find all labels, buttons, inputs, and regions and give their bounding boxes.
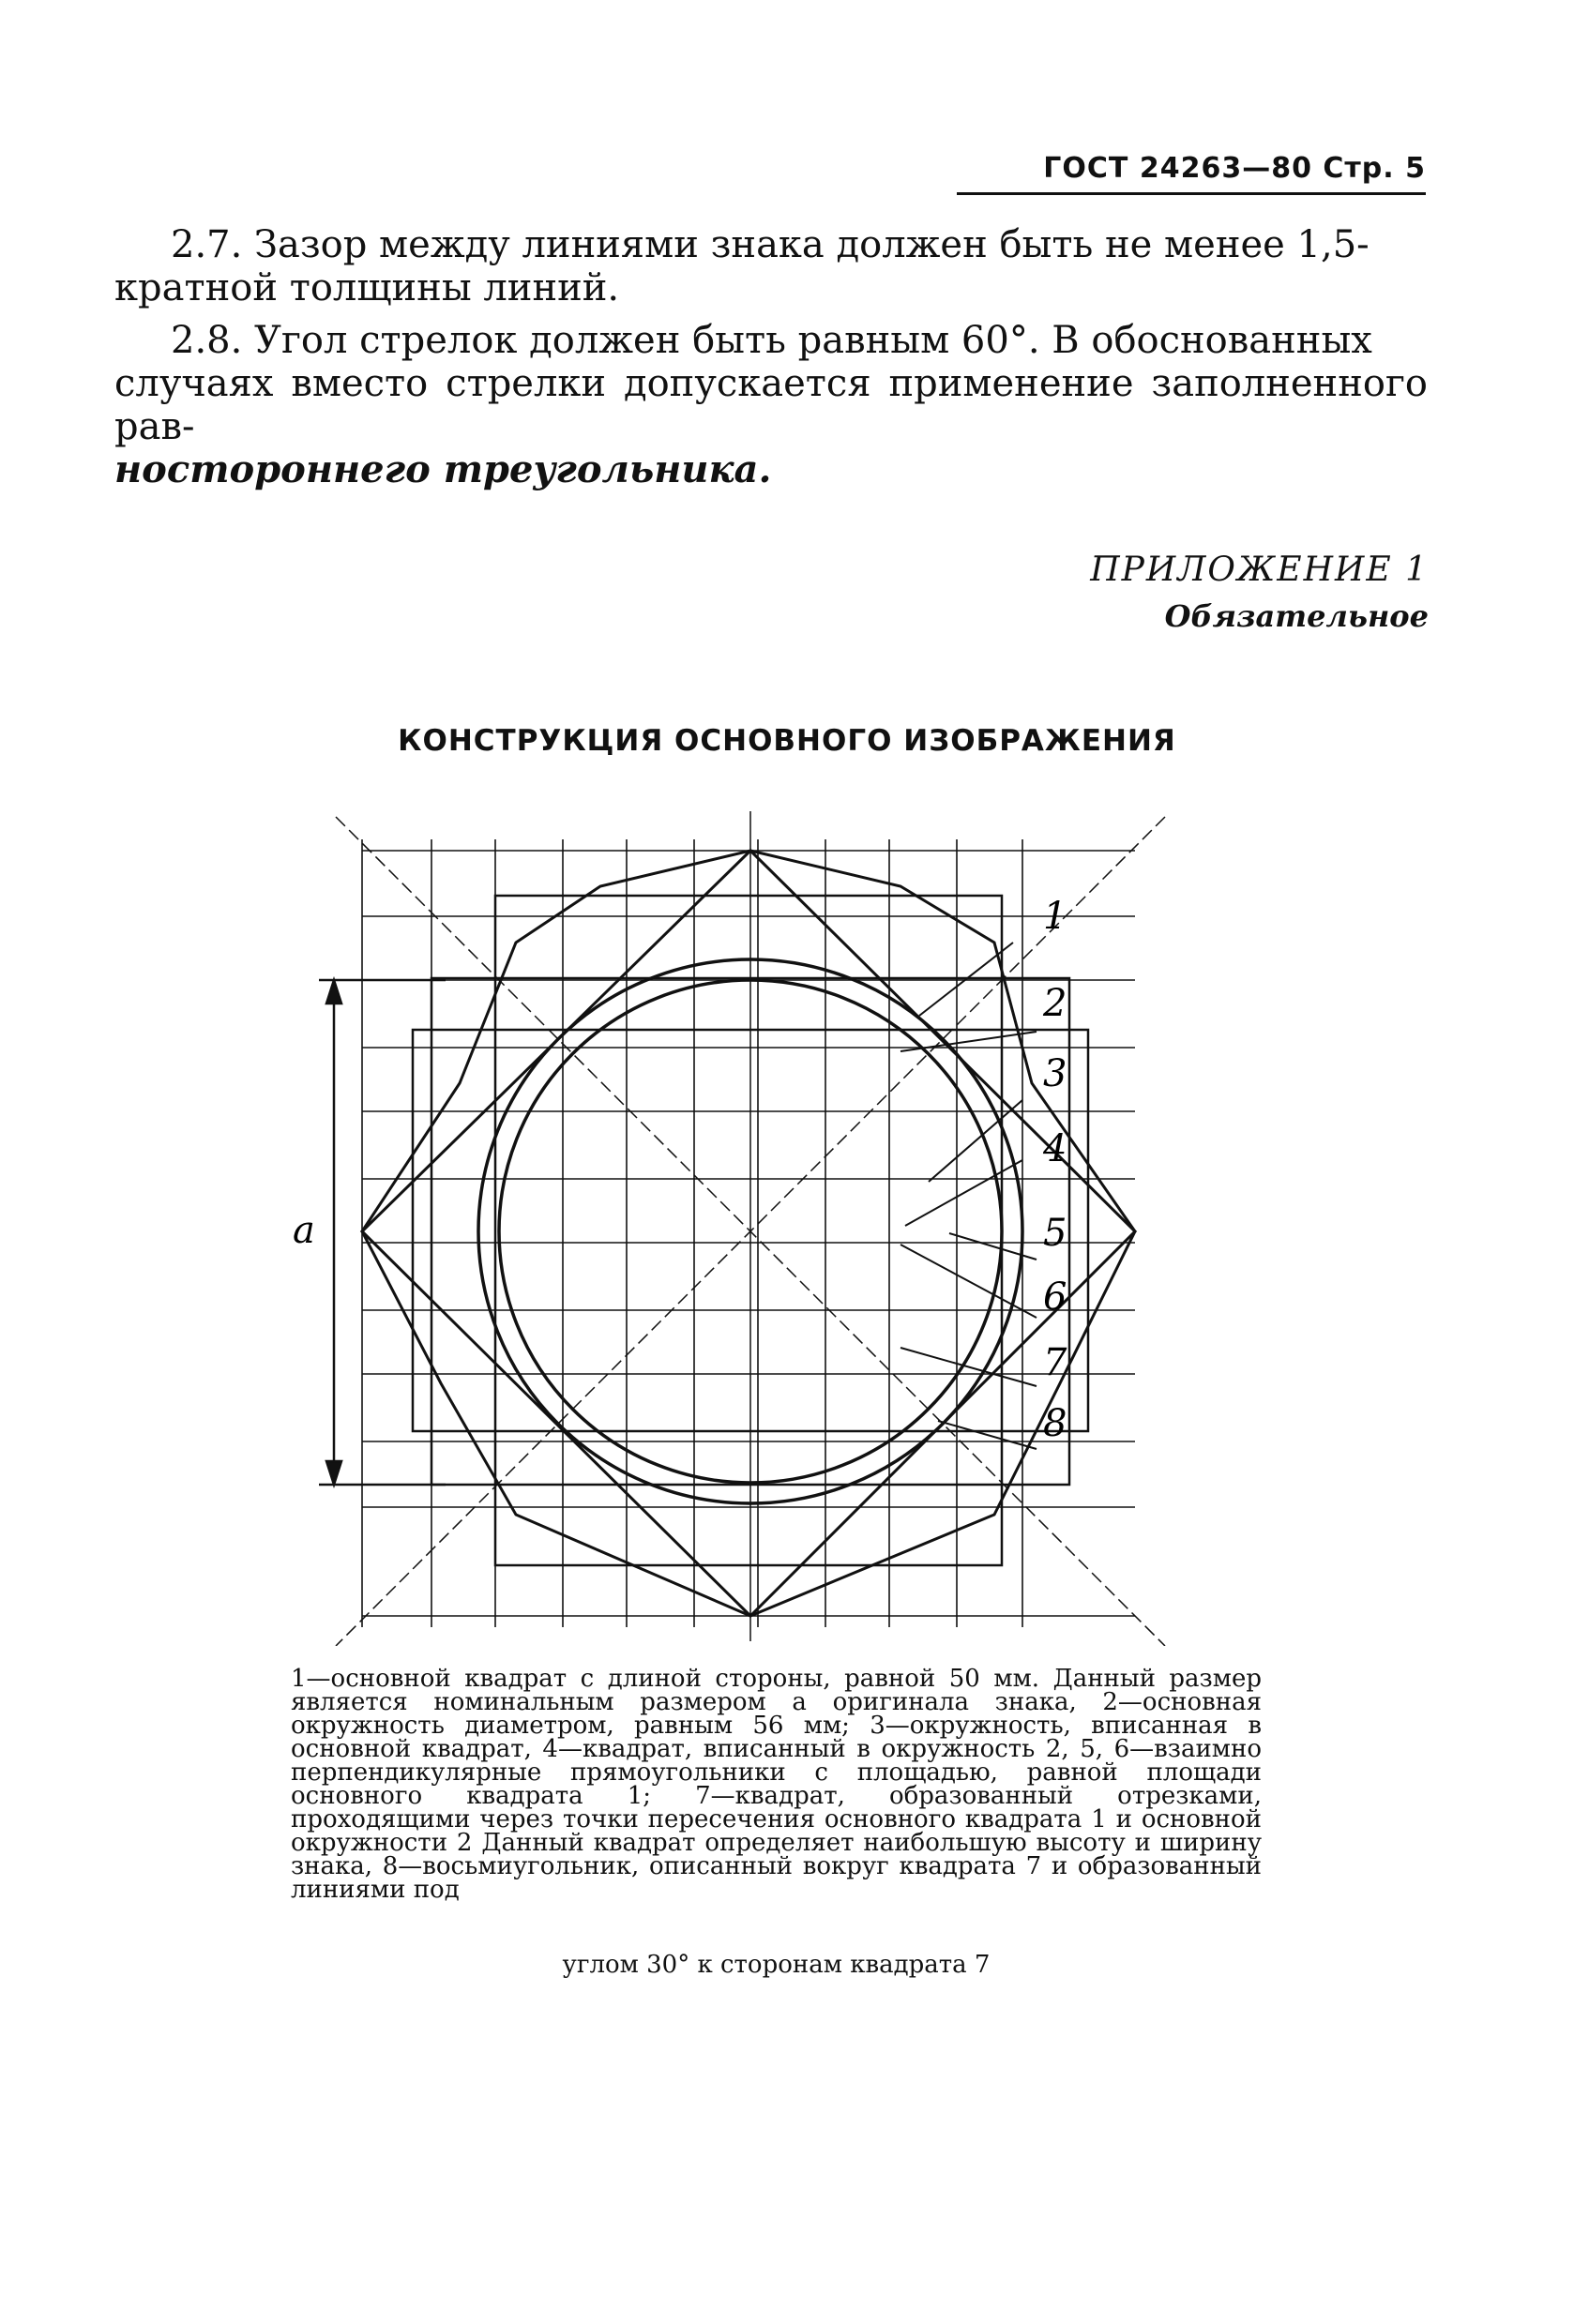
label-6: 6 xyxy=(1043,1275,1067,1319)
construction-diagram xyxy=(281,802,1266,1646)
label-7: 7 xyxy=(1043,1341,1067,1384)
figure-caption-last-line: углом 30° к сторонам квадрата 7 xyxy=(562,1951,991,1979)
paragraph-line: 2.8. Угол стрелок должен быть равным 60°. В обоснованных xyxy=(171,319,1372,362)
dimension-a xyxy=(319,980,446,1485)
leader-line-2 xyxy=(901,1032,1037,1051)
paragraph-2-7 xyxy=(114,223,1428,309)
label-3: 3 xyxy=(1043,1052,1067,1095)
appendix-title: ПРИЛОЖЕНИЕ 1 xyxy=(1090,551,1429,589)
figure-title: КОНСТРУКЦИЯ ОСНОВНОГО ИЗОБРАЖЕНИЯ xyxy=(398,724,1176,758)
appendix-heading xyxy=(1090,546,1429,638)
paragraph-line: 2.7. Зазор между линиями знака должен быть не менее 1,5- xyxy=(171,223,1370,266)
figure-caption: 1—основной квадрат с длиной стороны, равной 50 мм. Данный размер является номинальным размером a оригинала знака, 2—основная окружность диаметром, равным 56 мм; 3—окружность, вписанная в основной квадрат, 4—квадрат, вписанный в окружность 2, 5, 6—взаимно перпендикулярные прямоугольники с площадью, равной площади основного квадрата 1; 7—квадрат, образованный отрезками, проходящими через точки пересечения основного квадрата 1 и основной окружности 2 Данный квадрат определяет наибольшую высоту и ширину знака, 8—восьмиугольник, описанный вокруг квадрата 7 и образованный линиями под xyxy=(291,1665,1262,1904)
label-8: 8 xyxy=(1043,1402,1067,1445)
page-header: ГОСТ 24263—80 Стр. 5 xyxy=(957,152,1426,195)
label-2: 2 xyxy=(1043,982,1067,1025)
paragraph-line: кратной толщины линий. xyxy=(114,266,620,309)
paragraph-line: ностороннего треугольника. xyxy=(114,447,772,491)
label-4: 4 xyxy=(1043,1127,1067,1170)
appendix-subtitle: Обязательное xyxy=(1164,598,1429,634)
dimension-label: a xyxy=(293,1209,315,1252)
label-1: 1 xyxy=(1043,895,1067,938)
label-5: 5 xyxy=(1043,1212,1067,1255)
leader-line-6 xyxy=(901,1245,1037,1318)
leader-line-4 xyxy=(905,1160,1022,1226)
paragraph-2-8 xyxy=(114,319,1428,491)
paragraph-line: случаях вместо стрелки допускается применение заполненного рав- xyxy=(114,362,1428,448)
